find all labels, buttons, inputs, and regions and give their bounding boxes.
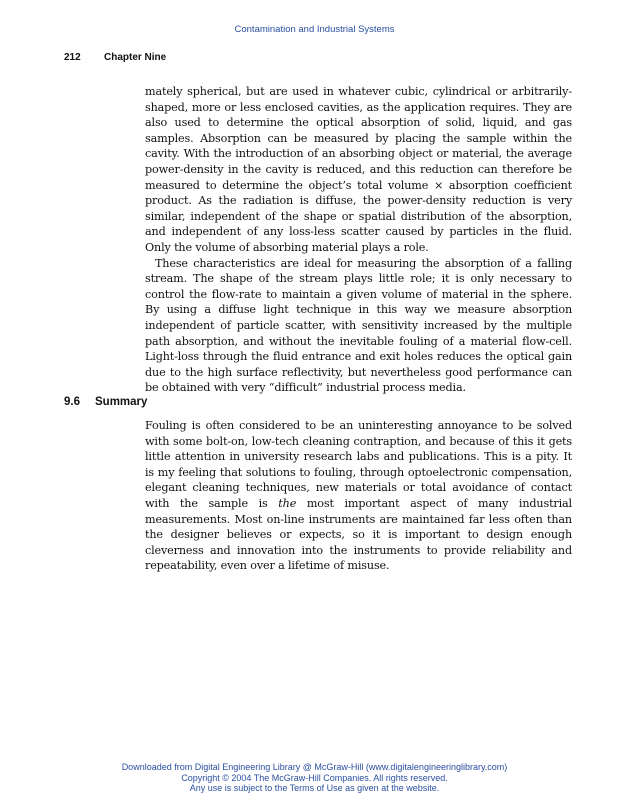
page-folio — [64, 52, 166, 63]
summary-emphasis: the — [278, 496, 297, 510]
body-text-block-1 — [145, 84, 572, 396]
footer-download-line[interactable]: Downloaded from Digital Engineering Library @ McGraw-Hill (www.digitalengineeringlibrary.com) — [121, 762, 508, 772]
section-number: 9.6 — [64, 396, 80, 408]
running-header: Contamination and Industrial Systems — [234, 24, 395, 35]
section-title: Summary — [95, 396, 148, 408]
footer-copyright-line: Copyright © 2004 The McGraw-Hill Companies. All rights reserved. — [181, 772, 448, 783]
footer-terms-line: Any use is subject to the Terms of Use as given at the website. — [189, 783, 440, 793]
paragraph-2: These characteristics are ideal for measuring the absorption of a falling stream. The shape of the stream plays little role; it is only necessary to control the flow-rate to maintain a given volume of material in the sphere. By using a diffuse light technique in this way we measure absorption independent of particle scatter, with sensitivity increased by the multiple path absorption, and without the inevitable fouling of a material flow-cell. Light-loss through the fluid entrance and exit holes reduces the optical gain due to the high surface reflectivity, but nevertheless good performance can be obtained with very “difficult” industrial process media. — [145, 256, 572, 395]
section-heading — [64, 396, 147, 408]
summary-text-start: Fouling is often considered to be an uninteresting annoyance to be solved with some bolt-on, low-tech cleaning contraption, and because of this it gets little attention in university research labs and publications. This is a pity. It is my feeling that solutions to fouling, through optoelectronic compensation, elegant cleaning techniques, new materials or total avoidance of contact with the sample is — [145, 419, 572, 510]
body-text-block-2 — [145, 418, 572, 574]
summary-paragraph — [145, 418, 572, 574]
page-number: 212 — [64, 52, 81, 63]
summary-text-end: most important aspect of many industrial measurements. Most on-line instruments are maintained far less often than the designer believes or expects, so it is important to design enough cleverness and innovation into the instruments to provide reliability and repeatability, even over a lifetime of misuse. — [145, 496, 572, 573]
chapter-label: Chapter Nine — [104, 52, 167, 63]
page-footer — [0, 762, 629, 794]
paragraph-1: mately spherical, but are used in whatever cubic, cylindrical or arbitrarily-shaped, more or less enclosed cavities, as the application requires. They are also used to determine the optical absorption of solid, liquid, and gas samples. Absorption can be measured by placing the sample within the cavity. With the introduction of an absorbing object or material, the average power-density in the cavity is reduced, and this reduction can therefore be measured to determine the object’s total volume × absorption coefficient product. As the radiation is diffuse, the power-density reduction is very similar, independent of the shape or spatial distribution of the absorption, and independent of any loss-less scatter caused by particles in the fluid. Only the volume of absorbing material plays a role. — [145, 85, 572, 254]
